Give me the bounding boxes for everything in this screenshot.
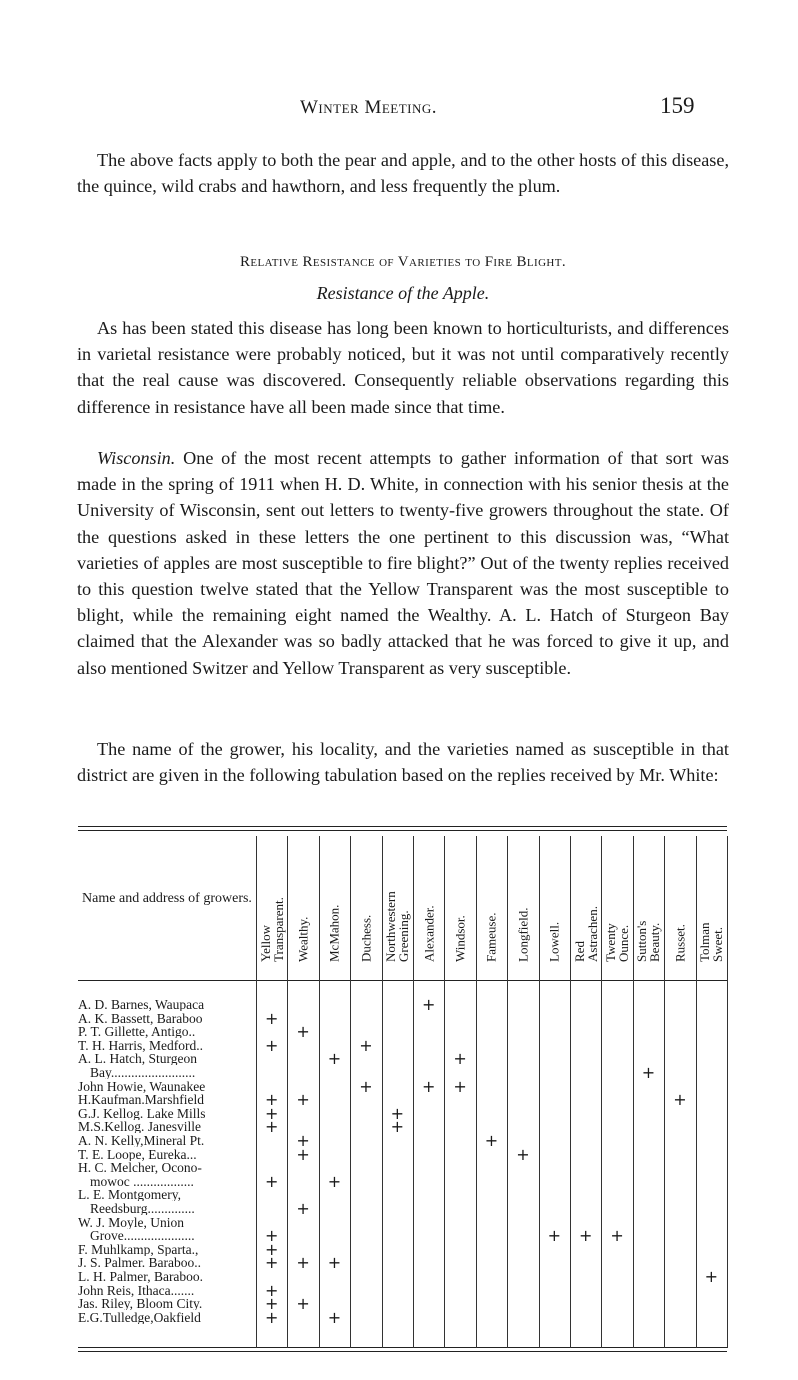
susceptible-mark: +: [484, 1131, 499, 1150]
grower-name: F. Muhlkamp, Sparta.,: [78, 1242, 199, 1256]
grower-name: Grove.....................: [90, 1229, 195, 1243]
paragraph-history: As has been stated this disease has long been known to horticulturists, and differences in varietal resistance were probably noticed, but it was not until comparatively recently that the real cause was discovered. Consequently reliable observations regarding this difference in resistance have all been made since that time.: [77, 318, 729, 417]
variety-name: Sutton's Beauty.: [634, 920, 663, 962]
susceptible-mark: +: [264, 1008, 279, 1028]
variety-column-header: [539, 834, 570, 968]
grower-name: John Reis, Ithaca.......: [78, 1283, 195, 1297]
grower-name: J. S. Palmer. Baraboo..: [78, 1256, 201, 1270]
grower-name: T. E. Loope, Eureka...: [78, 1147, 197, 1161]
variety-column-header: [570, 834, 601, 968]
grower-name: John Howie, Waunakee: [78, 1079, 206, 1093]
variety-column-header: [444, 834, 475, 968]
table-column-divider: [727, 836, 728, 1348]
variety-name: Lowell.: [546, 921, 562, 962]
running-title: Winter Meeting.: [300, 97, 438, 118]
variety-column-header: [382, 834, 413, 968]
susceptible-mark: +: [327, 1049, 342, 1069]
name-column-header: Name and address of growers.: [82, 891, 252, 906]
grower-name: L. H. Palmer, Baraboo.: [78, 1270, 204, 1283]
susceptible-mark: +: [453, 1076, 467, 1096]
susceptible-mark: +: [264, 1307, 279, 1327]
variety-name: Tolman Sweet.: [697, 922, 726, 962]
grower-name: H. C. Melcher, Ocono-: [78, 1161, 202, 1175]
susceptible-mark: +: [296, 1199, 310, 1218]
susceptible-mark: +: [296, 1144, 310, 1164]
paragraph-wisconsin: [77, 445, 729, 681]
paragraph-lead: Wisconsin.: [97, 448, 176, 468]
susceptible-mark: +: [704, 1267, 718, 1286]
susceptible-mark: +: [390, 1117, 404, 1137]
grower-name: Jas. Riley, Bloom City.: [78, 1297, 203, 1311]
susceptible-mark: +: [264, 1280, 279, 1300]
variety-name: Windsor.: [452, 915, 468, 962]
susceptible-mark: +: [327, 1253, 342, 1273]
susceptible-mark: +: [610, 1226, 624, 1246]
grower-name: Bay.........................: [90, 1066, 196, 1079]
susceptible-mark: +: [264, 1117, 279, 1137]
susceptibility-table: [78, 826, 727, 1356]
variety-name: McMahon.: [326, 904, 342, 962]
grower-name: A. D. Barnes, Waupaca: [78, 998, 205, 1011]
susceptible-mark: +: [264, 1226, 279, 1246]
variety-name: Alexander.: [421, 905, 437, 962]
susceptible-mark: +: [264, 1103, 279, 1123]
variety-name: Red Astrachen.: [571, 906, 600, 962]
susceptible-mark: +: [264, 1090, 279, 1110]
susceptible-mark: +: [516, 1144, 530, 1164]
variety-column-header: [319, 834, 350, 968]
grower-name: L. E. Montgomery,: [78, 1188, 181, 1202]
variety-name: Wealthy.: [295, 916, 311, 962]
section-subheading: Resistance of the Apple.: [316, 283, 490, 303]
variety-column-header: [350, 834, 381, 968]
susceptible-mark: +: [296, 1131, 310, 1150]
variety-name: Duchess.: [358, 914, 374, 962]
variety-column-header: [601, 834, 632, 968]
grower-name: Reedsburg..............: [90, 1202, 195, 1215]
susceptible-mark: +: [390, 1103, 404, 1123]
susceptible-mark: +: [359, 1076, 373, 1096]
susceptible-mark: +: [421, 995, 436, 1014]
variety-column-header: [696, 834, 727, 968]
grower-name: W. J. Moyle, Union: [78, 1215, 185, 1229]
susceptible-mark: +: [421, 1076, 436, 1096]
susceptible-mark: +: [547, 1226, 561, 1246]
page-number: 159: [660, 93, 695, 118]
grower-name: G.J. Kellog. Lake Mills: [78, 1106, 206, 1120]
susceptible-mark: +: [264, 1253, 279, 1273]
variety-name: Longfield.: [515, 907, 531, 962]
susceptible-mark: +: [264, 1294, 279, 1314]
grower-name: H.Kaufman.Marshfield: [78, 1093, 204, 1107]
grower-name: mowoc ..................: [90, 1174, 194, 1188]
variety-column-header: [413, 834, 444, 968]
section-heading: Relative Resistance of Varieties to Fire Blight.: [239, 254, 567, 270]
variety-column-header: [507, 834, 538, 968]
paragraph-tabulation-intro: The name of the grower, his locality, and the varieties named as susceptible in that district are given in the following tabulation based on the replies received by Mr. White:: [77, 739, 729, 786]
susceptible-mark: +: [296, 1253, 310, 1273]
paragraph-hosts: The above facts apply to both the pear and apple, and to the other hosts of this disease, the quince, wild crabs and hawthorn, and less frequently the plum.: [77, 150, 729, 197]
susceptible-mark: +: [327, 1171, 342, 1191]
grower-name: A. L. Hatch, Sturgeon: [78, 1052, 197, 1066]
variety-column-header: [256, 834, 287, 968]
grower-name: E.G.Tulledge,Oakfield: [78, 1310, 201, 1324]
susceptible-mark: +: [264, 1239, 279, 1259]
variety-column-header: [664, 834, 695, 968]
susceptible-mark: +: [641, 1063, 656, 1082]
variety-column-header: [476, 834, 507, 968]
susceptible-mark: +: [296, 1090, 310, 1110]
variety-name: Yellow Transparent.: [257, 897, 286, 962]
grower-name: P. T. Gillette, Antigo..: [78, 1025, 196, 1039]
grower-name: A. N. Kelly,Mineral Pt.: [78, 1134, 205, 1147]
susceptible-mark: +: [296, 1294, 310, 1314]
susceptible-mark: +: [359, 1035, 373, 1055]
variety-name: Fameuse.: [483, 912, 499, 962]
susceptible-mark: +: [578, 1226, 593, 1246]
susceptible-mark: +: [453, 1049, 467, 1069]
paragraph-wisconsin-text: One of the most recent attempts to gather information of that sort was made in the spring of 1911 when H. D. White, in connection with his senior thesis at the University of Wisconsin, sent out letters to twenty-five growers throughout the state. Of the questions asked in these letters the one pertinent to this discussion was, “What varieties of apples are most susceptible to fire blight?” Out of the twenty replies received to this question twelve stated that the Yellow Transparent was the most susceptible to blight, while the remaining eight named the Wealthy. A. L. Hatch of Sturgeon Bay claimed that the Alexander was so badly attacked that he was forced to give it up, and also mentioned Switzer and Yellow Transparent as very susceptible.: [77, 448, 729, 678]
variety-column-header: [287, 834, 318, 968]
running-head: [0, 93, 798, 123]
variety-name: Russet.: [672, 924, 688, 962]
susceptible-mark: +: [673, 1090, 687, 1110]
susceptible-mark: +: [296, 1022, 310, 1042]
grower-name: T. H. Harris, Medford..: [78, 1038, 203, 1052]
grower-name: A. K. Bassett, Baraboo: [78, 1011, 203, 1025]
susceptible-mark: +: [264, 1171, 279, 1191]
variety-name: Northwestern Greening.: [383, 891, 412, 962]
susceptible-mark: +: [264, 1035, 279, 1055]
susceptible-mark: +: [327, 1307, 342, 1327]
variety-name: Twenty Ounce.: [603, 923, 632, 962]
grower-name: M.S.Kellog. Janesville: [78, 1120, 201, 1134]
variety-column-header: [633, 834, 664, 968]
